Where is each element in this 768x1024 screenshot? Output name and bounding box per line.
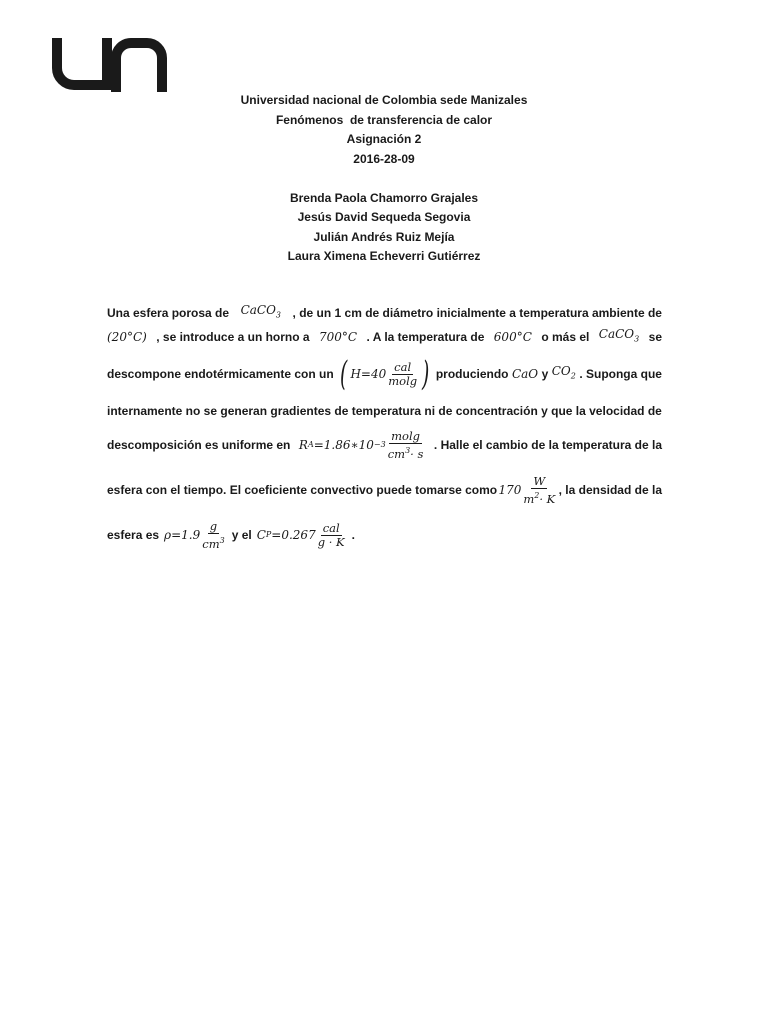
formula: ( H=40 $\frac{\text{cal}}{molg}$ ) [340,354,430,394]
author-name: Brenda Paola Chamorro Grajales [289,190,479,205]
problem-line: internamente no se generan gradientes de temperatura ni de concentración y que la velocidad de [107,404,662,418]
formula: 600°C [493,330,532,344]
author-name: Laura Ximena Echeverri Gutiérrez [287,249,481,263]
formula: 170 $\frac{W}{m^2\cdot K}$ [498,473,556,506]
problem-line: (20°C) , se introduce a un horno a 700°C . A la temperatura de 600°C o más el CaCO$_3$ se [107,326,662,348]
problem-line: descomposición es uniforme en R A =1.86∗10 −3 $\frac{molg}{cm^3\cdot s}$ . Halle el cambio de la temperatura de la [107,428,662,461]
assignment-title: Asignación 2 [346,132,422,146]
course-name: Fenómenos de transferencia de calor [275,112,493,127]
university-logo [52,38,167,92]
formula: (20°C) [107,330,147,344]
formula: 700°C [319,330,358,344]
formula: $CO_2$ [551,364,576,381]
formula: R A =1.86∗10 −3 $\frac{molg}{cm^3\cdot s}$ [298,428,424,461]
university-name: Universidad nacional de Colombia sede Manizales [240,93,528,107]
document-header [0,91,768,267]
document-date: 2016-28-09 [353,151,415,166]
problem-line: esfera con el tiempo. El coeficiente convectivo puede tomarse como 170 $\frac{W}{m^2\cdot K}$ , la densidad de la [107,473,662,506]
problem-statement [107,300,662,558]
author-name: Jesús David Sequeda Segovia [297,210,471,224]
formula: C P =0.267 $\frac{\text{cal}}{g \cdot K}$ [256,520,345,549]
formula: CaO [511,367,539,381]
problem-line: esfera es ρ=1.9 $\frac{g}{cm^3}$ y el C P =0.267 $\frac{\text{cal}}{g \cdot K}$ . [107,518,355,551]
formula: ρ=1.9 $\frac{g}{cm^3}$ [164,518,225,551]
problem-line: descompone endotérmicamente con un ( H=40 $\frac{\text{cal}}{molg}$ ) produciendo CaO y $CO_2$ . Suponga que [107,354,662,394]
formula: CaCO$_3$ [240,303,282,320]
author-name: Julián Andrés Ruiz Mejía [313,229,455,244]
problem-line: Una esfera porosa de CaCO$_3$ , de un 1 cm de diámetro inicialmente a temperatura ambiente de [107,300,662,326]
formula: CaCO$_3$ [598,327,640,344]
